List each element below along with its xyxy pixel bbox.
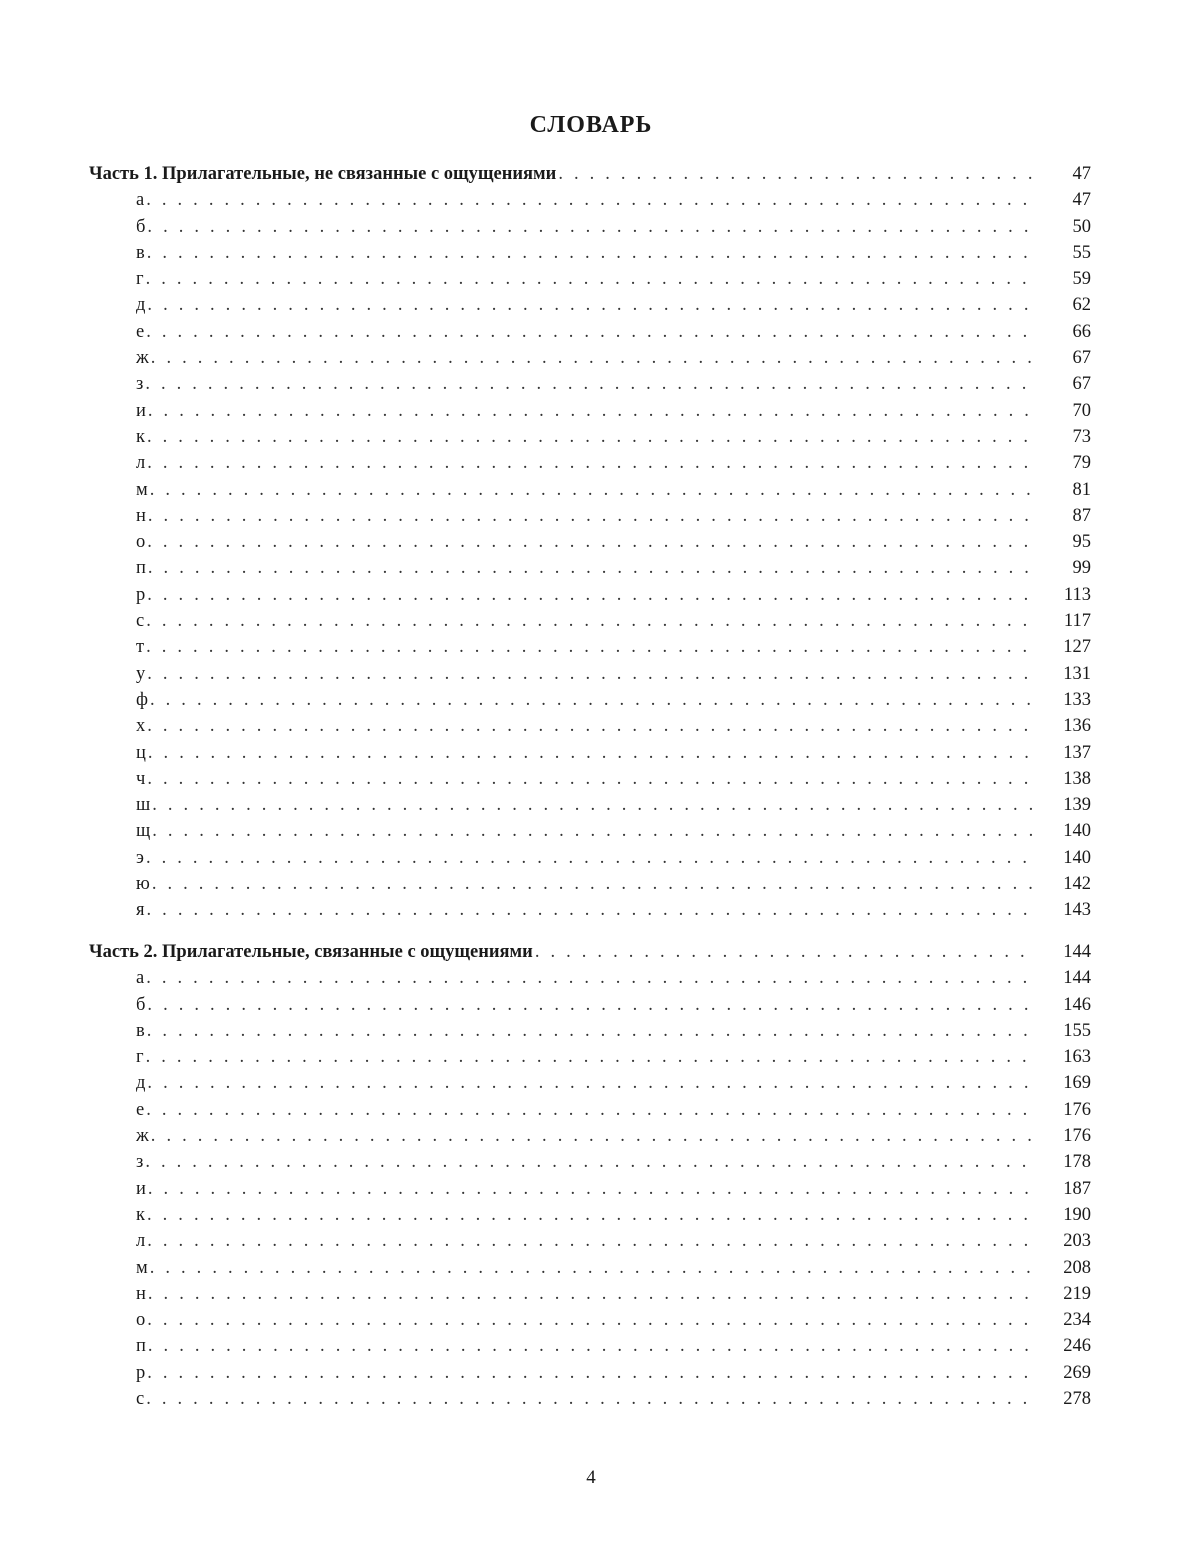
dot-leader [152, 792, 1035, 818]
dot-leader [146, 845, 1035, 871]
page-ref: 139 [1063, 795, 1091, 816]
entry-letter: т [136, 637, 145, 658]
dot-leader [146, 1044, 1035, 1070]
dot-leader [150, 687, 1035, 713]
dot-leader [147, 713, 1035, 739]
entry-letter: г [136, 269, 144, 290]
toc-entry[interactable] [89, 1307, 1091, 1333]
page-ref: 47 [1072, 190, 1091, 211]
entry-letter: а [136, 190, 145, 211]
entry-letter: р [136, 584, 146, 605]
toc-entry[interactable] [89, 187, 1091, 213]
page-ref: 67 [1072, 348, 1091, 369]
entry-letter: л [136, 1231, 146, 1252]
dot-leader [146, 608, 1035, 634]
entry-letter: э [136, 847, 144, 868]
toc-entry[interactable] [89, 371, 1091, 397]
toc-entry[interactable] [89, 1097, 1091, 1123]
page-ref: 278 [1063, 1389, 1091, 1410]
dot-leader [147, 240, 1035, 266]
page-ref: 163 [1063, 1047, 1091, 1068]
dot-leader [147, 1070, 1035, 1096]
toc-entry[interactable] [89, 1176, 1091, 1202]
dot-leader [146, 1386, 1035, 1412]
dot-leader [148, 503, 1035, 529]
toc-entry[interactable] [89, 766, 1091, 792]
toc-entry[interactable] [89, 1149, 1091, 1175]
dot-leader [146, 634, 1035, 660]
entry-letter: п [136, 558, 146, 579]
entry-letter: з [136, 374, 144, 395]
page-ref: 99 [1072, 558, 1091, 579]
page-ref: 234 [1063, 1310, 1091, 1331]
toc-entry[interactable] [89, 845, 1091, 871]
entry-letter: л [136, 453, 146, 474]
toc-entry[interactable] [89, 1386, 1091, 1412]
page-ref: 144 [1063, 968, 1091, 989]
toc-entry[interactable] [89, 582, 1091, 608]
dot-leader [147, 661, 1035, 687]
page-ref: 178 [1063, 1152, 1091, 1173]
toc-entry[interactable] [89, 424, 1091, 450]
page-ref: 155 [1063, 1020, 1091, 1041]
entry-letter: щ [136, 821, 151, 842]
toc-entry[interactable] [89, 992, 1091, 1018]
page-ref: 79 [1072, 453, 1091, 474]
page-ref: 117 [1063, 611, 1091, 632]
page-ref: 127 [1063, 637, 1091, 658]
page-title: СЛОВАРЬ [529, 112, 653, 138]
entry-letter: н [136, 505, 146, 526]
page-ref: 133 [1063, 689, 1091, 710]
page-ref: 137 [1063, 742, 1091, 763]
toc-entry[interactable] [89, 740, 1091, 766]
dot-leader [558, 161, 1035, 187]
entry-letter: е [136, 1099, 145, 1120]
entry-letter: в [136, 242, 145, 263]
dot-leader [148, 1281, 1035, 1307]
page-ref: 113 [1063, 584, 1091, 605]
page-ref: 142 [1063, 874, 1091, 895]
dot-leader [147, 897, 1035, 923]
dot-leader [146, 1097, 1035, 1123]
toc-entry[interactable] [89, 1255, 1091, 1281]
page-ref: 136 [1063, 716, 1091, 737]
entry-letter: х [136, 716, 146, 737]
toc-entry[interactable] [89, 1360, 1091, 1386]
part-heading: Часть 2. Прилагательные, связанные с ощущениями [89, 942, 533, 962]
page-ref: 87 [1072, 505, 1091, 526]
toc-entry[interactable] [89, 345, 1091, 371]
page-ref: 169 [1063, 1073, 1091, 1094]
page-number: 4 [586, 1467, 596, 1488]
page-ref: 50 [1072, 216, 1091, 237]
dot-leader [147, 450, 1035, 476]
entry-letter: б [136, 216, 146, 237]
toc-entry[interactable] [89, 1123, 1091, 1149]
dot-leader [146, 965, 1035, 991]
dot-leader [147, 1228, 1035, 1254]
dot-leader [148, 1176, 1035, 1202]
page-ref: 140 [1063, 847, 1091, 868]
entry-letter: ч [136, 768, 146, 789]
dot-leader [145, 1149, 1035, 1175]
page-ref: 187 [1063, 1178, 1091, 1199]
dot-leader [147, 292, 1035, 318]
page-ref: 146 [1063, 994, 1091, 1015]
dot-leader [535, 939, 1035, 965]
entry-letter: у [136, 663, 146, 684]
toc-entry[interactable] [89, 214, 1091, 240]
dot-leader [147, 529, 1035, 555]
entry-letter: к [136, 426, 145, 447]
page-ref: 59 [1072, 269, 1091, 290]
page-ref: 138 [1063, 768, 1091, 789]
toc-entry[interactable] [89, 897, 1091, 923]
dot-leader [147, 214, 1035, 240]
dot-leader [146, 266, 1035, 292]
entry-letter: в [136, 1020, 145, 1041]
entry-letter: д [136, 1073, 146, 1094]
toc-part-1 [89, 161, 1091, 924]
page-ref: 176 [1063, 1099, 1091, 1120]
dot-leader [147, 1202, 1035, 1228]
toc-entry[interactable] [89, 661, 1091, 687]
toc-entry[interactable] [89, 608, 1091, 634]
page-ref: 190 [1063, 1204, 1091, 1225]
dot-leader [145, 371, 1035, 397]
entry-letter: ц [136, 742, 146, 763]
entry-letter: ш [136, 795, 151, 816]
dot-leader [151, 345, 1035, 371]
entry-letter: м [136, 1257, 148, 1278]
toc-entry[interactable] [89, 398, 1091, 424]
entry-letter: и [136, 400, 146, 421]
entry-letter: я [136, 900, 145, 921]
toc-entry[interactable] [89, 634, 1091, 660]
toc-entry[interactable] [89, 292, 1091, 318]
entry-letter: о [136, 1310, 146, 1331]
part-heading: Часть 1. Прилагательные, не связанные с ощущениями [89, 164, 557, 184]
page-ref: 208 [1063, 1257, 1091, 1278]
toc-entry[interactable] [89, 871, 1091, 897]
toc-entry[interactable] [89, 792, 1091, 818]
page-ref: 219 [1063, 1283, 1091, 1304]
entry-letter: ж [136, 348, 149, 369]
toc-entry[interactable] [89, 450, 1091, 476]
entry-letter: б [136, 994, 146, 1015]
toc-entry[interactable] [89, 818, 1091, 844]
toc-entry[interactable] [89, 1333, 1091, 1359]
page-ref: 47 [1072, 164, 1091, 184]
toc-entry[interactable] [89, 555, 1091, 581]
toc-entry[interactable] [89, 687, 1091, 713]
entry-letter: м [136, 479, 148, 500]
dot-leader [147, 1360, 1035, 1386]
entry-letter: е [136, 321, 145, 342]
entry-letter: а [136, 968, 145, 989]
page-ref: 55 [1072, 242, 1091, 263]
dot-leader [148, 1333, 1035, 1359]
toc-entry[interactable] [89, 529, 1091, 555]
entry-letter: о [136, 532, 146, 553]
dot-leader [146, 319, 1035, 345]
page-ref: 95 [1072, 532, 1091, 553]
page-ref: 62 [1072, 295, 1091, 316]
dot-leader [147, 582, 1035, 608]
toc-entry[interactable] [89, 1202, 1091, 1228]
page-ref: 269 [1063, 1362, 1091, 1383]
toc-entry[interactable] [89, 266, 1091, 292]
dot-leader [147, 1307, 1035, 1333]
page-ref: 140 [1063, 821, 1091, 842]
toc-entry[interactable] [89, 319, 1091, 345]
page-ref: 67 [1072, 374, 1091, 395]
dot-leader [147, 1018, 1035, 1044]
entry-letter: з [136, 1152, 144, 1173]
dot-leader [148, 555, 1035, 581]
page-ref: 131 [1063, 663, 1091, 684]
page-ref: 70 [1072, 400, 1091, 421]
entry-letter: н [136, 1283, 146, 1304]
entry-letter: ж [136, 1126, 149, 1147]
toc-part-2 [89, 939, 1091, 1412]
entry-letter: к [136, 1204, 145, 1225]
dot-leader [150, 1255, 1035, 1281]
toc-entry[interactable] [89, 240, 1091, 266]
dot-leader [147, 424, 1035, 450]
dot-leader [150, 477, 1035, 503]
toc-entry[interactable] [89, 965, 1091, 991]
toc-entry[interactable] [89, 503, 1091, 529]
toc-entry[interactable] [89, 1228, 1091, 1254]
part-heading-row[interactable] [89, 161, 1091, 187]
page-ref: 81 [1072, 479, 1091, 500]
toc-entry[interactable] [89, 1018, 1091, 1044]
dot-leader [151, 1123, 1035, 1149]
dot-leader [152, 871, 1035, 897]
entry-letter: с [136, 611, 145, 632]
page-ref: 144 [1063, 942, 1091, 962]
entry-letter: г [136, 1047, 144, 1068]
dot-leader [147, 992, 1035, 1018]
entry-letter: ю [136, 874, 150, 895]
entry-letter: д [136, 295, 146, 316]
entry-letter: р [136, 1362, 146, 1383]
page-ref: 246 [1063, 1336, 1091, 1357]
dot-leader [147, 766, 1035, 792]
dot-leader [146, 187, 1035, 213]
part-heading-row[interactable] [89, 939, 1091, 965]
toc-entry[interactable] [89, 1070, 1091, 1096]
page-ref: 143 [1063, 900, 1091, 921]
page-ref: 203 [1063, 1231, 1091, 1252]
toc-entry[interactable] [89, 713, 1091, 739]
entry-letter: и [136, 1178, 146, 1199]
entry-letter: п [136, 1336, 146, 1357]
dot-leader [152, 818, 1035, 844]
entry-letter: ф [136, 689, 148, 710]
entry-letter: с [136, 1389, 145, 1410]
toc-entry[interactable] [89, 1281, 1091, 1307]
dot-leader [148, 398, 1035, 424]
dot-leader [148, 740, 1035, 766]
page-ref: 176 [1063, 1126, 1091, 1147]
toc-entry[interactable] [89, 477, 1091, 503]
page-ref: 66 [1072, 321, 1091, 342]
page-ref: 73 [1072, 426, 1091, 447]
toc-entry[interactable] [89, 1044, 1091, 1070]
